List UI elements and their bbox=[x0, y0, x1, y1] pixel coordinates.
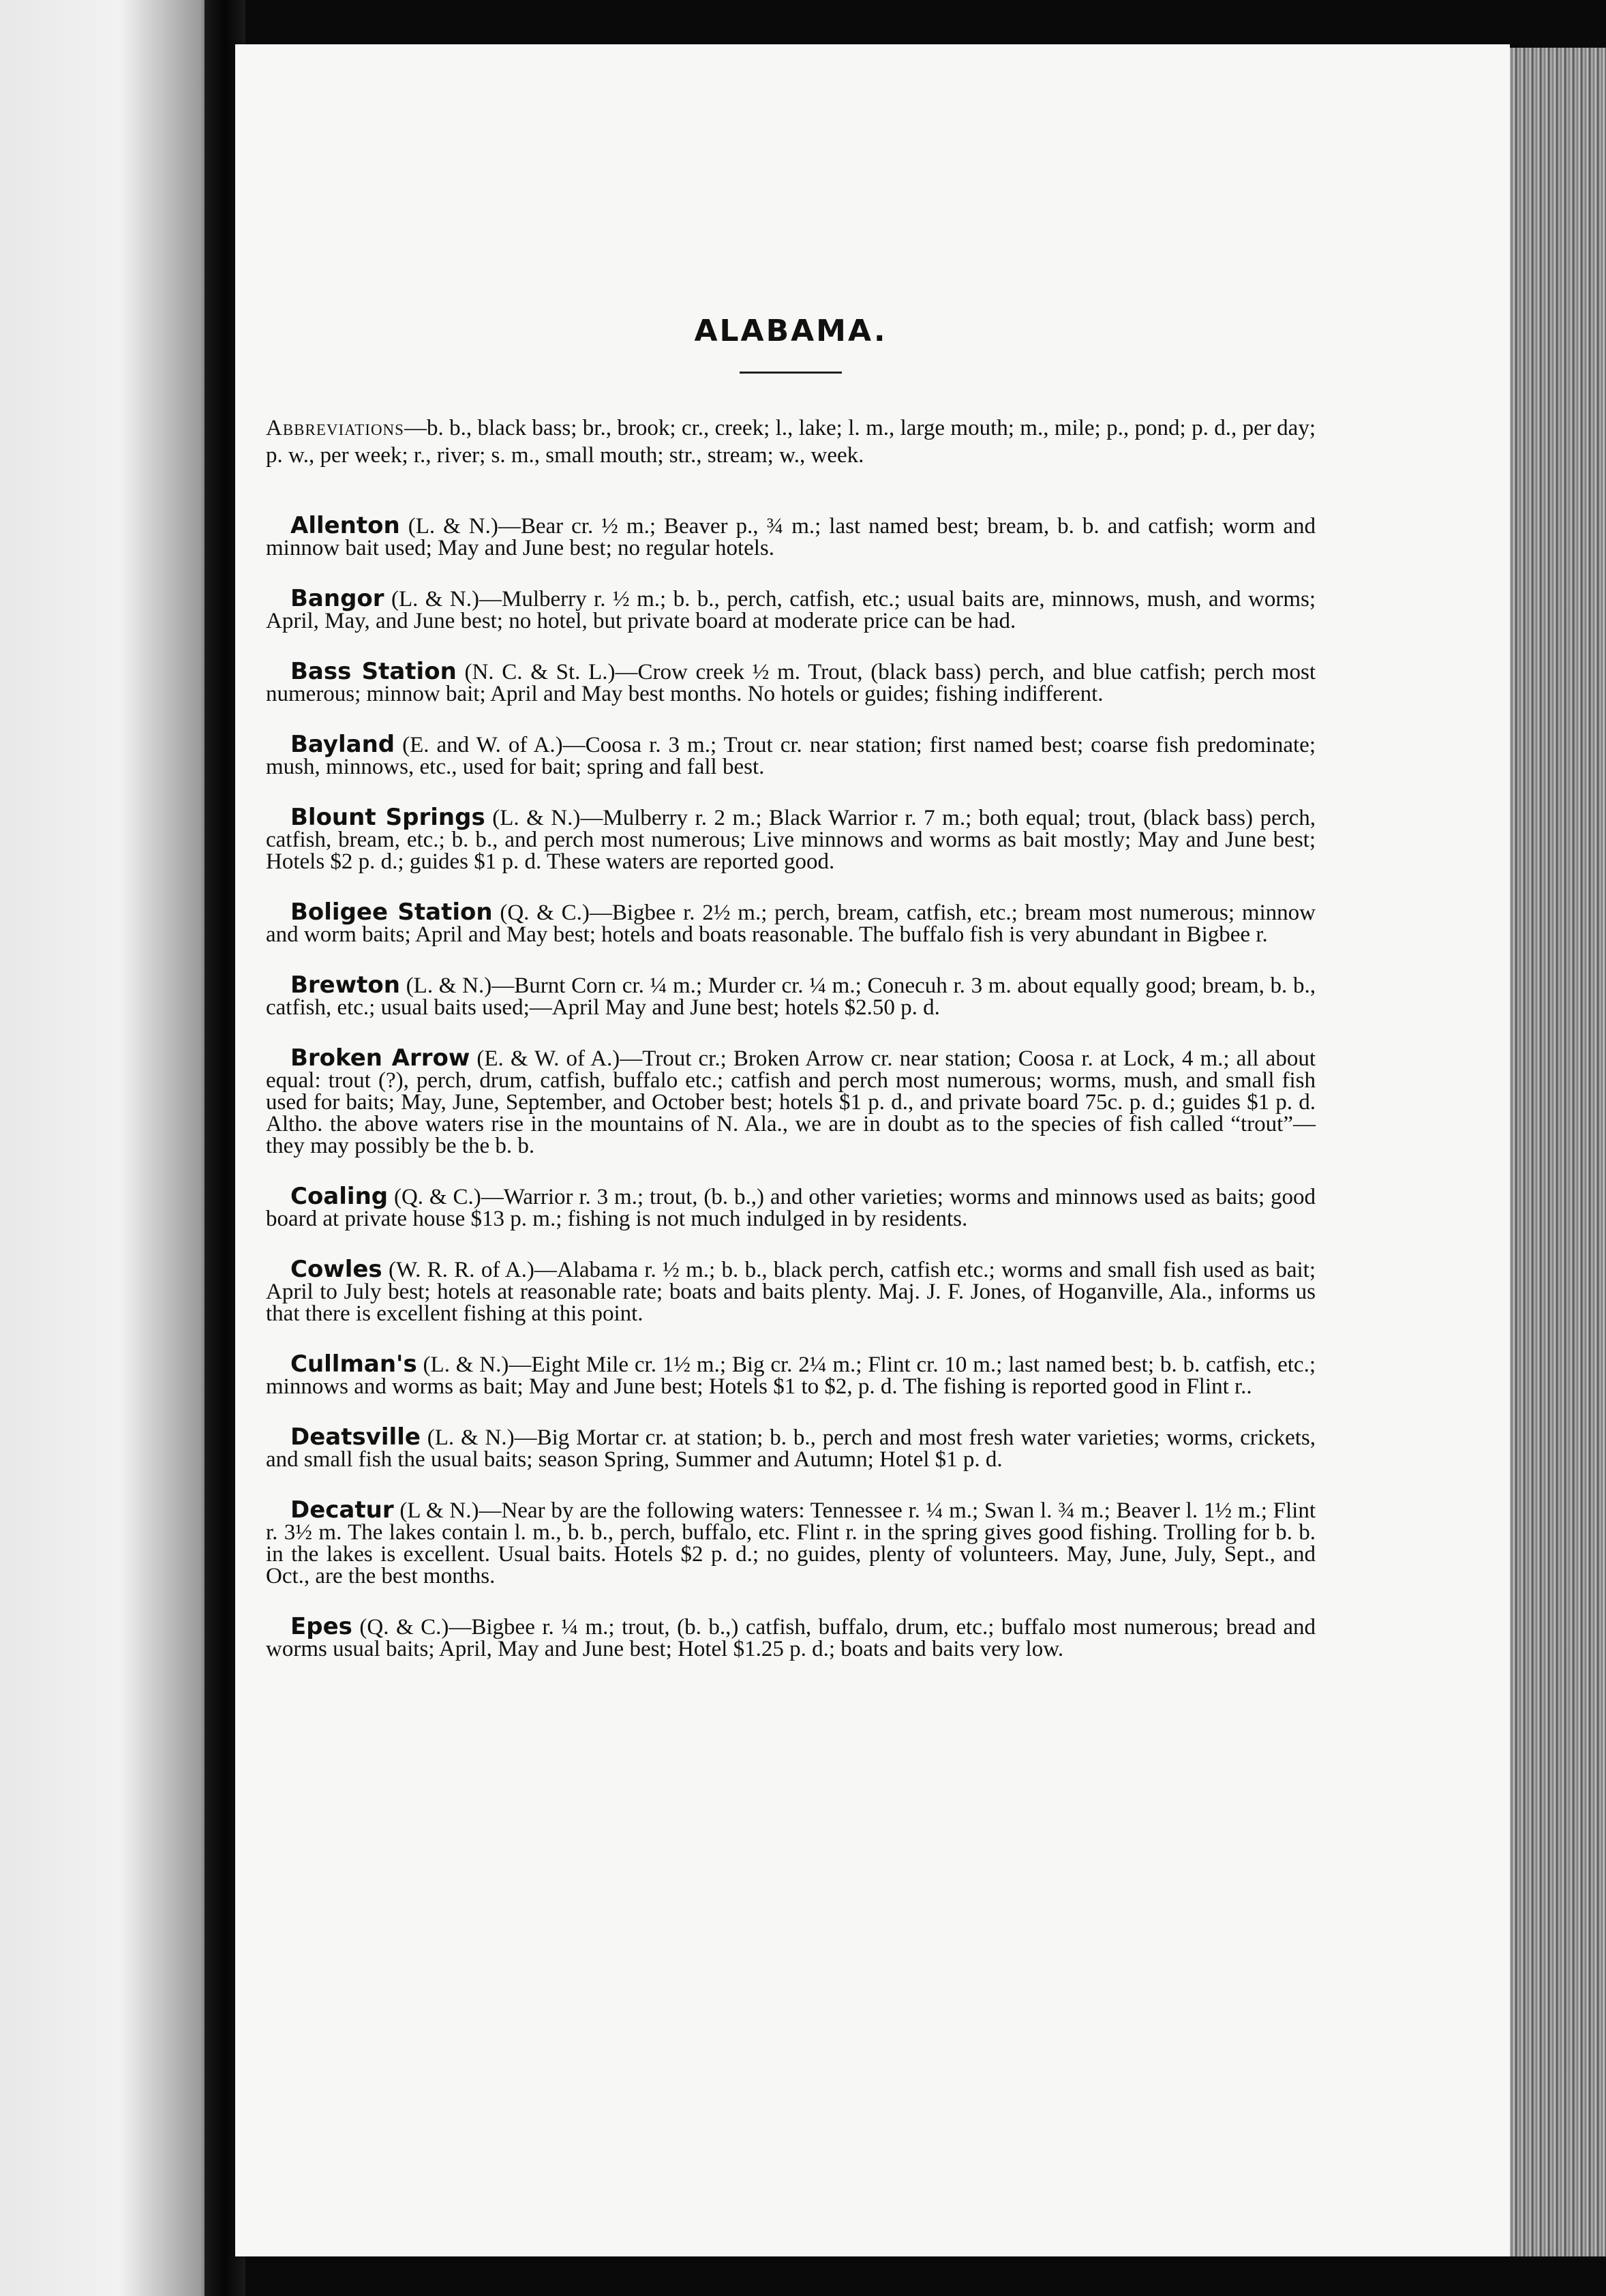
entry-text: (N. C. & St. L.)—Crow creek ½ m. Trout, (black bass) perch, and blue catfish; perch most numerous; minnow bait; April and May best months. No hotels or guides; fishing indifferent. bbox=[266, 660, 1316, 706]
abbreviations-label: Abbreviations bbox=[266, 416, 404, 440]
entry-place: Bayland bbox=[290, 731, 395, 758]
entry-place: Cullman's bbox=[290, 1350, 417, 1378]
entry-place: Coaling bbox=[290, 1183, 389, 1210]
entry-text: (Q. & C.)—Bigbee r. 2½ m.; perch, bream, catfish, etc.; bream most numerous; minnow and worm baits; April and May best; hotels and boats reasonable. The buffalo fish is very abundant in Bigbee r. bbox=[266, 901, 1316, 947]
page-title: ALABAMA. bbox=[694, 314, 888, 348]
entry bbox=[266, 731, 1316, 779]
page-stack-edge bbox=[1510, 48, 1606, 2256]
entry-text: (W. R. R. of A.)—Alabama r. ½ m.; b. b., black perch, catfish etc.; worms and small fish used as bait; April to July best; hotels at reasonable rate; boats and baits plenty. Maj. J. F. Jones, of Hoganville, Ala., informs us that there is excellent fishing at this point. bbox=[266, 1258, 1316, 1326]
entry-place: Deatsville bbox=[290, 1423, 421, 1451]
abbreviations-paragraph bbox=[266, 414, 1316, 469]
entry-text: (L. & N.)—Mulberry r. ½ m.; b. b., perch, catfish, etc.; usual baits are, minnows, mush, and worms; April, May, and June best; no hotel, but private board at moderate price can be had. bbox=[266, 587, 1316, 633]
entries-list bbox=[266, 512, 1316, 1689]
entry-text: (L. & N.)—Mulberry r. 2 m.; Black Warrior r. 7 m.; both equal; trout, (black bass) perch, catfish, bream, etc.; b. b., and perch most numerous; Live minnows and worms as bait mostly; May and June best; Hotels $2 p. d.; guides $1 p. d. These waters are reported good. bbox=[266, 806, 1316, 874]
entry-place: Boligee Station bbox=[290, 898, 493, 926]
entry bbox=[266, 1044, 1316, 1158]
entry-text: (Q. & C.)—Bigbee r. ¼ m.; trout, (b. b.,) catfish, buffalo, drum, etc.; buffalo most numerous; bread and worms usual baits; April, May and June best; Hotel $1.25 p. d.; boats and baits very low. bbox=[266, 1615, 1316, 1661]
entry-place: Blount Springs bbox=[290, 804, 485, 831]
entry bbox=[266, 1613, 1316, 1661]
entry bbox=[266, 1258, 1316, 1325]
entry-place: Decatur bbox=[290, 1496, 394, 1524]
title-rule bbox=[740, 372, 842, 374]
entry bbox=[266, 1185, 1316, 1230]
entry bbox=[266, 1496, 1316, 1588]
entry-place: Broken Arrow bbox=[290, 1044, 470, 1072]
entry-text: (L. & N.)—Big Mortar cr. at station; b. b., perch and most fresh water varieties; worms, crickets, and small fish the usual baits; season Spring, Summer and Autumn; Hotel $1 p. d. bbox=[266, 1425, 1316, 1472]
entry bbox=[266, 658, 1316, 706]
entry-text: (L. & N.)—Burnt Corn cr. ¼ m.; Murder cr. ¼ m.; Conecuh r. 3 m. about equally good; bream, b. b., catfish, etc.; usual baits used;—April May and June best; hotels $2.50 p. d. bbox=[266, 973, 1316, 1020]
entry-text: (L. & N.)—Bear cr. ½ m.; Beaver p., ¾ m.; last named best; bream, b. b. and catfish; worm and minnow bait used; May and June best; no regular hotels. bbox=[266, 514, 1316, 560]
entry bbox=[266, 1350, 1316, 1399]
entry-place: Cowles bbox=[290, 1256, 382, 1283]
entry-text: (Q. & C.)—Warrior r. 3 m.; trout, (b. b.,) and other varieties; worms and minnows used as baits; good board at private house $13 p. m.; fishing is not much indulged in by residents. bbox=[266, 1185, 1316, 1231]
entry bbox=[266, 585, 1316, 633]
abbreviations-text: —b. b., black bass; br., brook; cr., creek; l., lake; l. m., large mouth; m., mile; p., pond; p. d., per day; p. w., per week; r., river; s. m., small mouth; str., stream; w., week. bbox=[266, 416, 1316, 468]
entry bbox=[266, 898, 1316, 947]
entry-text: (L. & N.)—Eight Mile cr. 1½ m.; Big cr. 2¼ m.; Flint cr. 10 m.; last named best; b. b. catfish, etc.; minnows and worms as bait; May and June best; Hotels $1 to $2, p. d. The fishing is reported good in Flint r.. bbox=[266, 1353, 1316, 1399]
entry-place: Brewton bbox=[290, 971, 400, 999]
facing-page-edge bbox=[0, 0, 218, 2296]
entry-place: Bangor bbox=[290, 585, 384, 612]
entry bbox=[266, 971, 1316, 1020]
entry-place: Epes bbox=[290, 1613, 352, 1640]
entry-text: (E. and W. of A.)—Coosa r. 3 m.; Trout cr. near station; first named best; coarse fish predominate; mush, minnows, etc., used for bait; spring and fall best. bbox=[266, 733, 1316, 779]
entry-text: (L & N.)—Near by are the following waters: Tennessee r. ¼ m.; Swan l. ¾ m.; Beaver l. 1½ m.; Flint r. 3½ m. The lakes contain l. m., b. b., perch, buffalo, etc. Flint r. in the spring gives good fishing. Trolling for b. b. in the lakes is excellent. Usual baits. Hotels $2 p. d.; no guides, plenty of volunteers. May, June, July, Sept., and Oct., are the best months. bbox=[266, 1498, 1316, 1588]
entry-place: Bass Station bbox=[290, 658, 457, 685]
entry bbox=[266, 1423, 1316, 1472]
entry-text: (E. & W. of A.)—Trout cr.; Broken Arrow cr. near station; Coosa r. at Lock, 4 m.; all about equal: trout (?), perch, drum, catfish, buffalo etc.; catfish and perch most numerous; worms, mush, and small fish used for baits; May, June, September, and October best; hotels $1 p. d., and private board 75c. p. d.; guides $1 p. d. Altho. the above waters rise in the mountains of N. Ala., we are in doubt as to the species of fish called “trout”—they may possibly be the b. b. bbox=[266, 1046, 1316, 1158]
entry-place: Allenton bbox=[290, 512, 400, 539]
entry bbox=[266, 512, 1316, 560]
entry bbox=[266, 806, 1316, 873]
